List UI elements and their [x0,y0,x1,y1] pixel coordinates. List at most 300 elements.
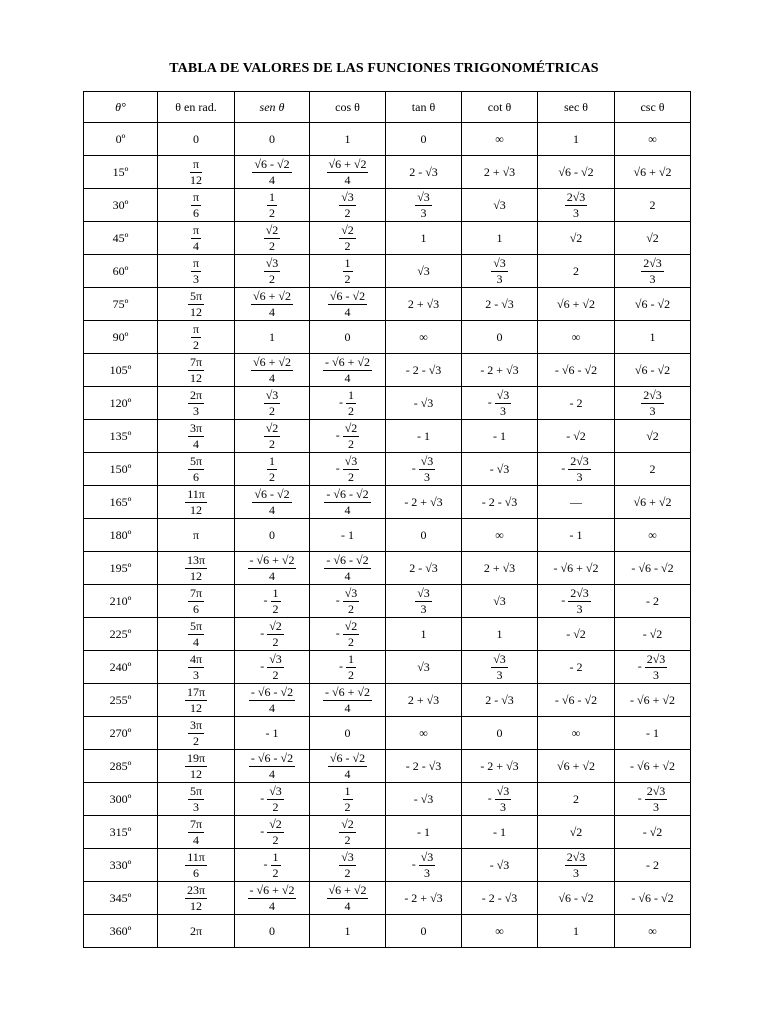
fraction: $\frac{7\pi}{4}$ [189,816,203,847]
value-cell: - $\frac{√2}{2}$ [235,618,310,651]
value-cell: 2 + √3 [386,288,462,321]
header-cell: csc θ [615,92,691,123]
fraction: $\frac{√3}{2}$ [269,783,282,814]
value-cell: 1 [615,321,691,354]
angle-radians-cell [158,618,235,651]
value-cell: - $\frac{√3}{2}$ [235,651,310,684]
value-cell: - $\frac{√3}{2}$ [235,783,310,816]
table-row [84,750,691,783]
table-row [84,651,691,684]
fraction: $\frac{√2}{2}$ [269,618,282,649]
value-cell: - √2 [615,816,691,849]
table-row [84,882,691,915]
angle-radians-cell [158,849,235,882]
value-cell: - 1 [235,717,310,750]
angle-radians-cell [158,684,235,717]
fraction: $\frac{2√3}{3}$ [643,255,662,286]
table-row [84,123,691,156]
value-cell [310,288,386,321]
fraction: $\frac{- √6 + √2}{4}$ [249,552,295,583]
value-cell [310,354,386,387]
value-cell [235,684,310,717]
angle-degrees-cell: 15º [84,156,158,189]
fraction: $\frac{7\pi}{12}$ [189,354,203,385]
value-cell [235,486,310,519]
angle-radians-cell [158,750,235,783]
value-cell: - 2 - √3 [386,750,462,783]
angle-radians-cell [158,882,235,915]
angle-radians-cell [158,420,235,453]
value-cell: - 2 - √3 [386,354,462,387]
value-cell: - $\frac{√2}{2}$ [310,420,386,453]
value-cell [310,255,386,288]
angle-degrees-cell: 240º [84,651,158,684]
value-cell: 1 [538,123,615,156]
fraction: $\frac{- √6 + √2}{4}$ [249,882,295,913]
value-cell: 2 [615,189,691,222]
fraction: $\frac{1}{2}$ [344,255,351,286]
fraction: $\frac{√3}{3}$ [493,651,506,682]
angle-degrees-cell: 360º [84,915,158,948]
value-cell: 0 [310,717,386,750]
value-cell [310,684,386,717]
value-cell: 0 [386,519,462,552]
value-cell: - $\frac{1}{2}$ [235,585,310,618]
fraction: $\frac{1}{2}$ [269,453,275,484]
value-cell: 2 [538,783,615,816]
value-cell: - $\frac{√3}{3}$ [386,849,462,882]
value-cell [310,783,386,816]
fraction: $\frac{√3}{2}$ [341,849,354,880]
value-cell: √6 + √2 [615,156,691,189]
fraction: $\frac{√3}{3}$ [496,387,510,418]
value-cell: 2 - √3 [462,288,538,321]
value-cell: √6 - √2 [538,882,615,915]
value-cell: √3 [386,255,462,288]
fraction: $\frac{2√3}{3}$ [646,783,666,814]
value-cell: 0 [310,321,386,354]
header-cell: sec θ [538,92,615,123]
fraction: $\frac{√3}{3}$ [493,255,506,286]
value-cell: √2 [538,222,615,255]
angle-degrees-cell: 270º [84,717,158,750]
value-cell [310,156,386,189]
table-row [84,453,691,486]
value-cell: ∞ [386,717,462,750]
table-row [84,618,691,651]
angle-degrees-cell: 90º [84,321,158,354]
angle-radians-cell [158,486,235,519]
value-cell [235,288,310,321]
angle-radians-cell: 2π [158,915,235,948]
table-row [84,321,691,354]
value-cell: ∞ [615,123,691,156]
table-row [84,387,691,420]
value-cell: - √6 - √2 [615,552,691,585]
angle-degrees-cell: 135º [84,420,158,453]
value-cell: - 1 [310,519,386,552]
table-row [84,717,691,750]
fraction: $\frac{√2}{2}$ [269,816,282,847]
value-cell: √6 + √2 [615,486,691,519]
value-cell: - √6 - √2 [538,684,615,717]
value-cell: √6 + √2 [538,750,615,783]
value-cell: √6 + √2 [538,288,615,321]
value-cell: - 1 [386,420,462,453]
value-cell: - 2 - √3 [462,882,538,915]
value-cell [386,189,462,222]
fraction: $\frac{- √6 + √2}{4}$ [325,684,370,715]
value-cell: - √6 - √2 [615,882,691,915]
fraction: $\frac{5\pi}{12}$ [189,288,203,319]
fraction: $\frac{2√3}{3}$ [570,585,589,616]
angle-degrees-cell: 150º [84,453,158,486]
value-cell: 2 [615,453,691,486]
table-row [84,915,691,948]
header-cell: tan θ [386,92,462,123]
fraction: $\frac{17\pi}{12}$ [186,684,206,715]
fraction: $\frac{√2}{2}$ [344,420,358,451]
header-cell: cos θ [310,92,386,123]
value-cell: √3 [462,585,538,618]
value-cell [235,387,310,420]
fraction: $\frac{\pi}{2}$ [192,321,200,352]
angle-degrees-cell: 345º [84,882,158,915]
fraction: $\frac{\pi}{3}$ [192,255,200,286]
fraction: $\frac{√6 + √2}{4}$ [328,156,367,187]
value-cell: - √6 + √2 [538,552,615,585]
fraction: $\frac{2√3}{3}$ [646,651,666,682]
fraction: $\frac{13\pi}{12}$ [186,552,206,583]
angle-radians-cell: 0 [158,123,235,156]
header-cell: θ en rad. [158,92,235,123]
angle-degrees-cell: 75º [84,288,158,321]
table-row [84,420,691,453]
fraction: $\frac{11\pi}{12}$ [187,486,205,517]
fraction: $\frac{√2}{2}$ [341,816,354,847]
fraction: $\frac{√2}{2}$ [265,420,279,451]
value-cell [310,750,386,783]
value-cell: ∞ [386,321,462,354]
value-cell [615,255,691,288]
fraction: $\frac{√3}{3}$ [417,189,430,220]
value-cell: - √6 - √2 [538,354,615,387]
angle-radians-cell [158,189,235,222]
fraction: $\frac{√3}{2}$ [265,255,279,286]
header-cell: θ° [84,92,158,123]
fraction: $\frac{1}{2}$ [348,651,354,682]
value-cell: — [538,486,615,519]
angle-radians-cell [158,585,235,618]
value-cell: - √6 + √2 [615,684,691,717]
fraction: $\frac{- √6 + √2}{4}$ [325,354,370,385]
fraction: $\frac{√3}{3}$ [496,783,510,814]
value-cell: √6 - √2 [615,354,691,387]
value-cell: - $\frac{2√3}{3}$ [615,783,691,816]
fraction: $\frac{√6 - √2}{4}$ [254,486,290,517]
value-cell [386,585,462,618]
value-cell: - $\frac{√3}{2}$ [310,585,386,618]
value-cell [310,486,386,519]
value-cell: 0 [235,123,310,156]
angle-radians-cell [158,288,235,321]
value-cell: 2 + √3 [462,552,538,585]
fraction: $\frac{√6 + √2}{4}$ [328,882,367,913]
value-cell: - 1 [462,816,538,849]
fraction: $\frac{√6 - √2}{4}$ [254,156,290,187]
value-cell: - $\frac{√3}{3}$ [462,387,538,420]
fraction: $\frac{√3}{3}$ [420,849,434,880]
table-row [84,255,691,288]
angle-radians-cell [158,453,235,486]
value-cell: - 2 + √3 [462,354,538,387]
fraction: $\frac{3\pi}{2}$ [189,717,203,748]
angle-radians-cell [158,156,235,189]
fraction: $\frac{2\pi}{3}$ [189,387,203,418]
fraction: $\frac{- √6 - √2}{4}$ [326,552,369,583]
trig-table [83,91,691,948]
fraction: $\frac{1}{2}$ [272,585,279,616]
value-cell [538,849,615,882]
fraction: $\frac{√2}{2}$ [265,222,279,253]
value-cell: - √3 [386,387,462,420]
value-cell: - 2 + √3 [386,486,462,519]
fraction: $\frac{2√3}{3}$ [566,849,586,880]
angle-radians-cell [158,816,235,849]
fraction: $\frac{\pi}{12}$ [190,156,202,187]
value-cell: 0 [235,519,310,552]
value-cell: 2 + √3 [462,156,538,189]
angle-degrees-cell: 225º [84,618,158,651]
table-row [84,222,691,255]
fraction: $\frac{\pi}{6}$ [192,189,200,220]
angle-radians-cell [158,717,235,750]
value-cell [462,255,538,288]
value-cell: 1 [310,915,386,948]
value-cell: - √3 [462,453,538,486]
fraction: $\frac{√6 + √2}{4}$ [253,354,291,385]
angle-degrees-cell: 300º [84,783,158,816]
value-cell: ∞ [462,915,538,948]
angle-degrees-cell: 315º [84,816,158,849]
value-cell: - $\frac{2√3}{3}$ [615,651,691,684]
value-cell: - $\frac{√2}{2}$ [235,816,310,849]
value-cell: - 2 + √3 [386,882,462,915]
value-cell: - 2 - √3 [462,486,538,519]
angle-degrees-cell: 30º [84,189,158,222]
fraction: $\frac{3\pi}{4}$ [189,420,203,451]
value-cell: - $\frac{1}{2}$ [235,849,310,882]
angle-degrees-cell: 180º [84,519,158,552]
value-cell: - 1 [615,717,691,750]
value-cell: √2 [538,816,615,849]
table-row [84,783,691,816]
value-cell: - 2 [615,585,691,618]
table-row [84,354,691,387]
value-cell: ∞ [615,915,691,948]
header-row [84,92,691,123]
value-cell [538,189,615,222]
value-cell: √3 [386,651,462,684]
fraction: $\frac{1}{2}$ [272,849,279,880]
value-cell: - 1 [386,816,462,849]
value-cell: ∞ [538,321,615,354]
value-cell [235,420,310,453]
value-cell: √3 [462,189,538,222]
table-row [84,156,691,189]
fraction: $\frac{2√3}{3}$ [566,189,586,220]
value-cell: - 1 [462,420,538,453]
value-cell: - 2 [615,849,691,882]
fraction: $\frac{5\pi}{4}$ [189,618,203,649]
fraction: $\frac{√3}{3}$ [417,585,430,616]
value-cell: 1 [310,123,386,156]
header-cell: cot θ [462,92,538,123]
fraction: $\frac{11\pi}{6}$ [187,849,205,880]
fraction: $\frac{4\pi}{3}$ [189,651,203,682]
value-cell: - $\frac{√3}{2}$ [310,453,386,486]
value-cell [310,552,386,585]
table-row [84,849,691,882]
angle-degrees-cell: 165º [84,486,158,519]
table-row [84,585,691,618]
value-cell [235,156,310,189]
value-cell [310,849,386,882]
table-row [84,684,691,717]
value-cell: - $\frac{1}{2}$ [310,651,386,684]
fraction: $\frac{\pi}{4}$ [192,222,200,253]
angle-degrees-cell: 0º [84,123,158,156]
value-cell: - 2 [538,387,615,420]
value-cell: 2 - √3 [386,552,462,585]
value-cell [462,651,538,684]
angle-radians-cell [158,222,235,255]
value-cell: - √6 + √2 [615,750,691,783]
angle-degrees-cell: 60º [84,255,158,288]
angle-degrees-cell: 330º [84,849,158,882]
value-cell: 0 [386,915,462,948]
angle-degrees-cell: 45º [84,222,158,255]
value-cell [235,552,310,585]
fraction: $\frac{2√3}{3}$ [570,453,589,484]
angle-degrees-cell: 120º [84,387,158,420]
value-cell: - $\frac{1}{2}$ [310,387,386,420]
value-cell: 1 [538,915,615,948]
fraction: $\frac{√2}{2}$ [344,618,358,649]
angle-radians-cell [158,321,235,354]
value-cell: 0 [462,717,538,750]
value-cell: 2 - √3 [462,684,538,717]
fraction: $\frac{19\pi}{12}$ [186,750,206,781]
fraction: $\frac{5\pi}{6}$ [189,453,203,484]
fraction: $\frac{- √6 - √2}{4}$ [250,684,294,715]
value-cell: 2 [538,255,615,288]
angle-radians-cell [158,255,235,288]
value-cell [310,816,386,849]
fraction: $\frac{√3}{2}$ [269,651,282,682]
angle-degrees-cell: 195º [84,552,158,585]
fraction: $\frac{1}{2}$ [348,387,354,418]
value-cell: √2 [615,222,691,255]
value-cell: √6 - √2 [615,288,691,321]
fraction: $\frac{1}{2}$ [269,189,275,220]
value-cell [235,189,310,222]
fraction: $\frac{23\pi}{12}$ [186,882,206,913]
value-cell: - $\frac{2√3}{3}$ [538,453,615,486]
value-cell: - √3 [386,783,462,816]
value-cell: - 2 [538,651,615,684]
value-cell: ∞ [615,519,691,552]
value-cell [310,189,386,222]
value-cell: 0 [235,915,310,948]
value-cell: 1 [386,222,462,255]
value-cell: - √2 [538,420,615,453]
value-cell [235,882,310,915]
fraction: $\frac{- √6 - √2}{4}$ [326,486,369,517]
value-cell: √2 [615,420,691,453]
angle-radians-cell [158,783,235,816]
value-cell [235,354,310,387]
value-cell [235,453,310,486]
value-cell: √6 - √2 [538,156,615,189]
table-row [84,552,691,585]
fraction: $\frac{√2}{2}$ [341,222,354,253]
value-cell: - 2 + √3 [462,750,538,783]
value-cell: - √2 [538,618,615,651]
angle-radians-cell [158,354,235,387]
fraction: $\frac{√6 - √2}{4}$ [329,288,366,319]
fraction: $\frac{√3}{2}$ [344,585,358,616]
header-cell: sen θ [235,92,310,123]
value-cell: 1 [235,321,310,354]
value-cell: - $\frac{√2}{2}$ [310,618,386,651]
value-cell [235,222,310,255]
value-cell: 0 [386,123,462,156]
value-cell [615,387,691,420]
fraction: $\frac{√3}{3}$ [420,453,434,484]
fraction: $\frac{- √6 - √2}{4}$ [250,750,294,781]
fraction: $\frac{1}{2}$ [344,783,351,814]
table-row [84,486,691,519]
value-cell: ∞ [462,519,538,552]
value-cell: - $\frac{√3}{3}$ [462,783,538,816]
fraction: $\frac{5\pi}{3}$ [189,783,203,814]
value-cell [235,750,310,783]
value-cell: 1 [462,222,538,255]
fraction: $\frac{√3}{2}$ [344,453,358,484]
value-cell: - √2 [615,618,691,651]
fraction: $\frac{7\pi}{6}$ [189,585,203,616]
fraction: $\frac{√3}{2}$ [265,387,279,418]
value-cell [310,882,386,915]
page-title: TABLA DE VALORES DE LAS FUNCIONES TRIGONOMÉTRICAS [169,61,599,76]
angle-degrees-cell: 210º [84,585,158,618]
value-cell: - $\frac{2√3}{3}$ [538,585,615,618]
value-cell [235,255,310,288]
fraction: $\frac{√6 - √2}{4}$ [329,750,366,781]
angle-radians-cell [158,651,235,684]
value-cell: - $\frac{√3}{3}$ [386,453,462,486]
value-cell [310,222,386,255]
table-row [84,189,691,222]
angle-radians-cell [158,552,235,585]
angle-degrees-cell: 105º [84,354,158,387]
table-row [84,519,691,552]
angle-radians-cell [158,387,235,420]
value-cell: 1 [462,618,538,651]
table-row [84,816,691,849]
angle-degrees-cell: 255º [84,684,158,717]
